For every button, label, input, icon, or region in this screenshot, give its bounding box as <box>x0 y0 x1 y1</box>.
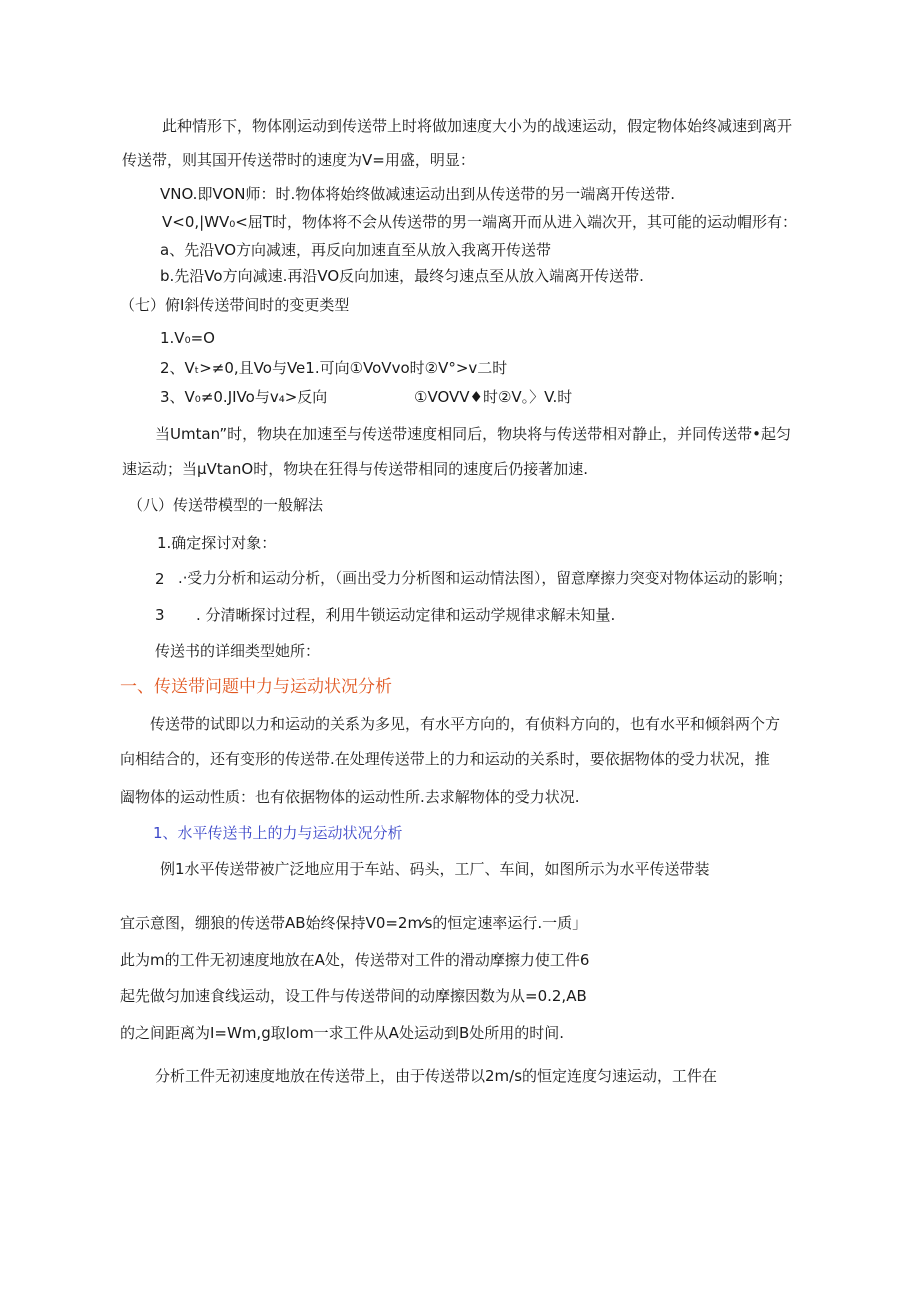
example-line: 的之间距离为I=Wm,g取lom一求工件从A处运动到B处所用的时间. <box>120 1024 565 1042</box>
example-line: 此为m的工件无初速度地放在A处，传送带对工件的滑动摩擦力使工件6 <box>120 951 590 969</box>
example-line: 宜示意图，绷狼的传送带AB始终保持V0=2m⁄s的恒定速率运行.一质」 <box>120 914 588 932</box>
step-item: .·受力分析和运动分析，（画出受力分析图和运动情法图），留意摩擦力突变对物体运动的影响； <box>178 570 793 587</box>
section-heading-7: （七）俯I斜传送带间时的变更类型 <box>120 296 350 314</box>
list-item: 1.V₀=O <box>160 329 215 347</box>
step-item: 1.确定探讨对象： <box>157 534 277 552</box>
step-item: . 分清晰探讨过程，利用牛锁运动定律和运动学规律求解未知量. <box>196 606 616 624</box>
step-number: 2 <box>155 570 165 588</box>
paragraph-line: VNO.即VON师：时.物体将始终做减速运动出到从传送带的另一端离开传送带. <box>160 185 676 203</box>
paragraph-line: 向相结合的，还有变形的传送带.在处理传送带上的力和运动的关系时，要依据物体的受力状况，推 <box>120 750 770 768</box>
example-line: 起先做匀加速食线运动，设工件与传送带间的动摩擦因数为从=0.2,AB <box>120 987 587 1005</box>
paragraph-line: 当Umtan”时，物块在加速至与传送带速度相同后，物块将与传送带相对静止，并同传送带•起匀 <box>155 425 791 443</box>
paragraph-line: 速运动；当μVtanO时，物块在狂得与传送带相同的速度后仍接著加速. <box>122 460 588 478</box>
list-item: 2、Vₜ>≠0,且Vo与Ve1.可向①VoVvo时②V°>v二时 <box>160 359 508 377</box>
list-item-cases: ①VOVV♦时②V。〉V.时 <box>414 388 573 406</box>
step-number: 3 <box>155 606 165 624</box>
paragraph-line: V<0,|WV₀<屈T时，物体将不会从传送带的男一端离开而从进入端次开，其可能的运动帽形有： <box>162 213 798 231</box>
paragraph-line: b.先沿Vo方向减速.再沿VO反向加速，最终匀速点至从放入端离开传送带. <box>160 267 644 285</box>
paragraph-line: 阖物体的运动性质：也有依据物体的运动性所.去求解物体的受力状况. <box>120 788 580 806</box>
section-title: 一、传送带问题中力与运动状况分析 <box>120 677 392 697</box>
paragraph-line: 传送带的试即以力和运动的关系为多见，有水平方向的，有侦料方向的，也有水平和倾斜两个方 <box>150 715 781 733</box>
paragraph-line: 此种情形下，物体刚运动到传送带上时将做加速度大小为的战速运动，假定物体始终减速到离开 <box>162 117 793 135</box>
analysis-line: 分析工件无初速度地放在传送带上，由于传送带以2m/s的恒定连度匀速运动，工件在 <box>155 1067 718 1085</box>
section-heading-8: （八）传送带模型的一般解法 <box>128 496 324 514</box>
paragraph-line: 传送书的详细类型她所： <box>155 642 321 660</box>
paragraph-line: 传送带，则其国开传送带时的速度为V=用盛，明显： <box>122 151 475 169</box>
example-line: 例1水平传送带被广泛地应用于车站、码头，工厂、车间，如图所示为水平传送带装 <box>160 860 710 878</box>
paragraph-line: a、先沿VO方向减速，再反向加速直至从放入我离开传送带 <box>160 241 551 259</box>
subsection-title: 1、水平传送书上的力与运动状况分析 <box>153 824 403 842</box>
list-item: 3、V₀≠0.JIVo与v₄>反向 <box>160 388 328 406</box>
